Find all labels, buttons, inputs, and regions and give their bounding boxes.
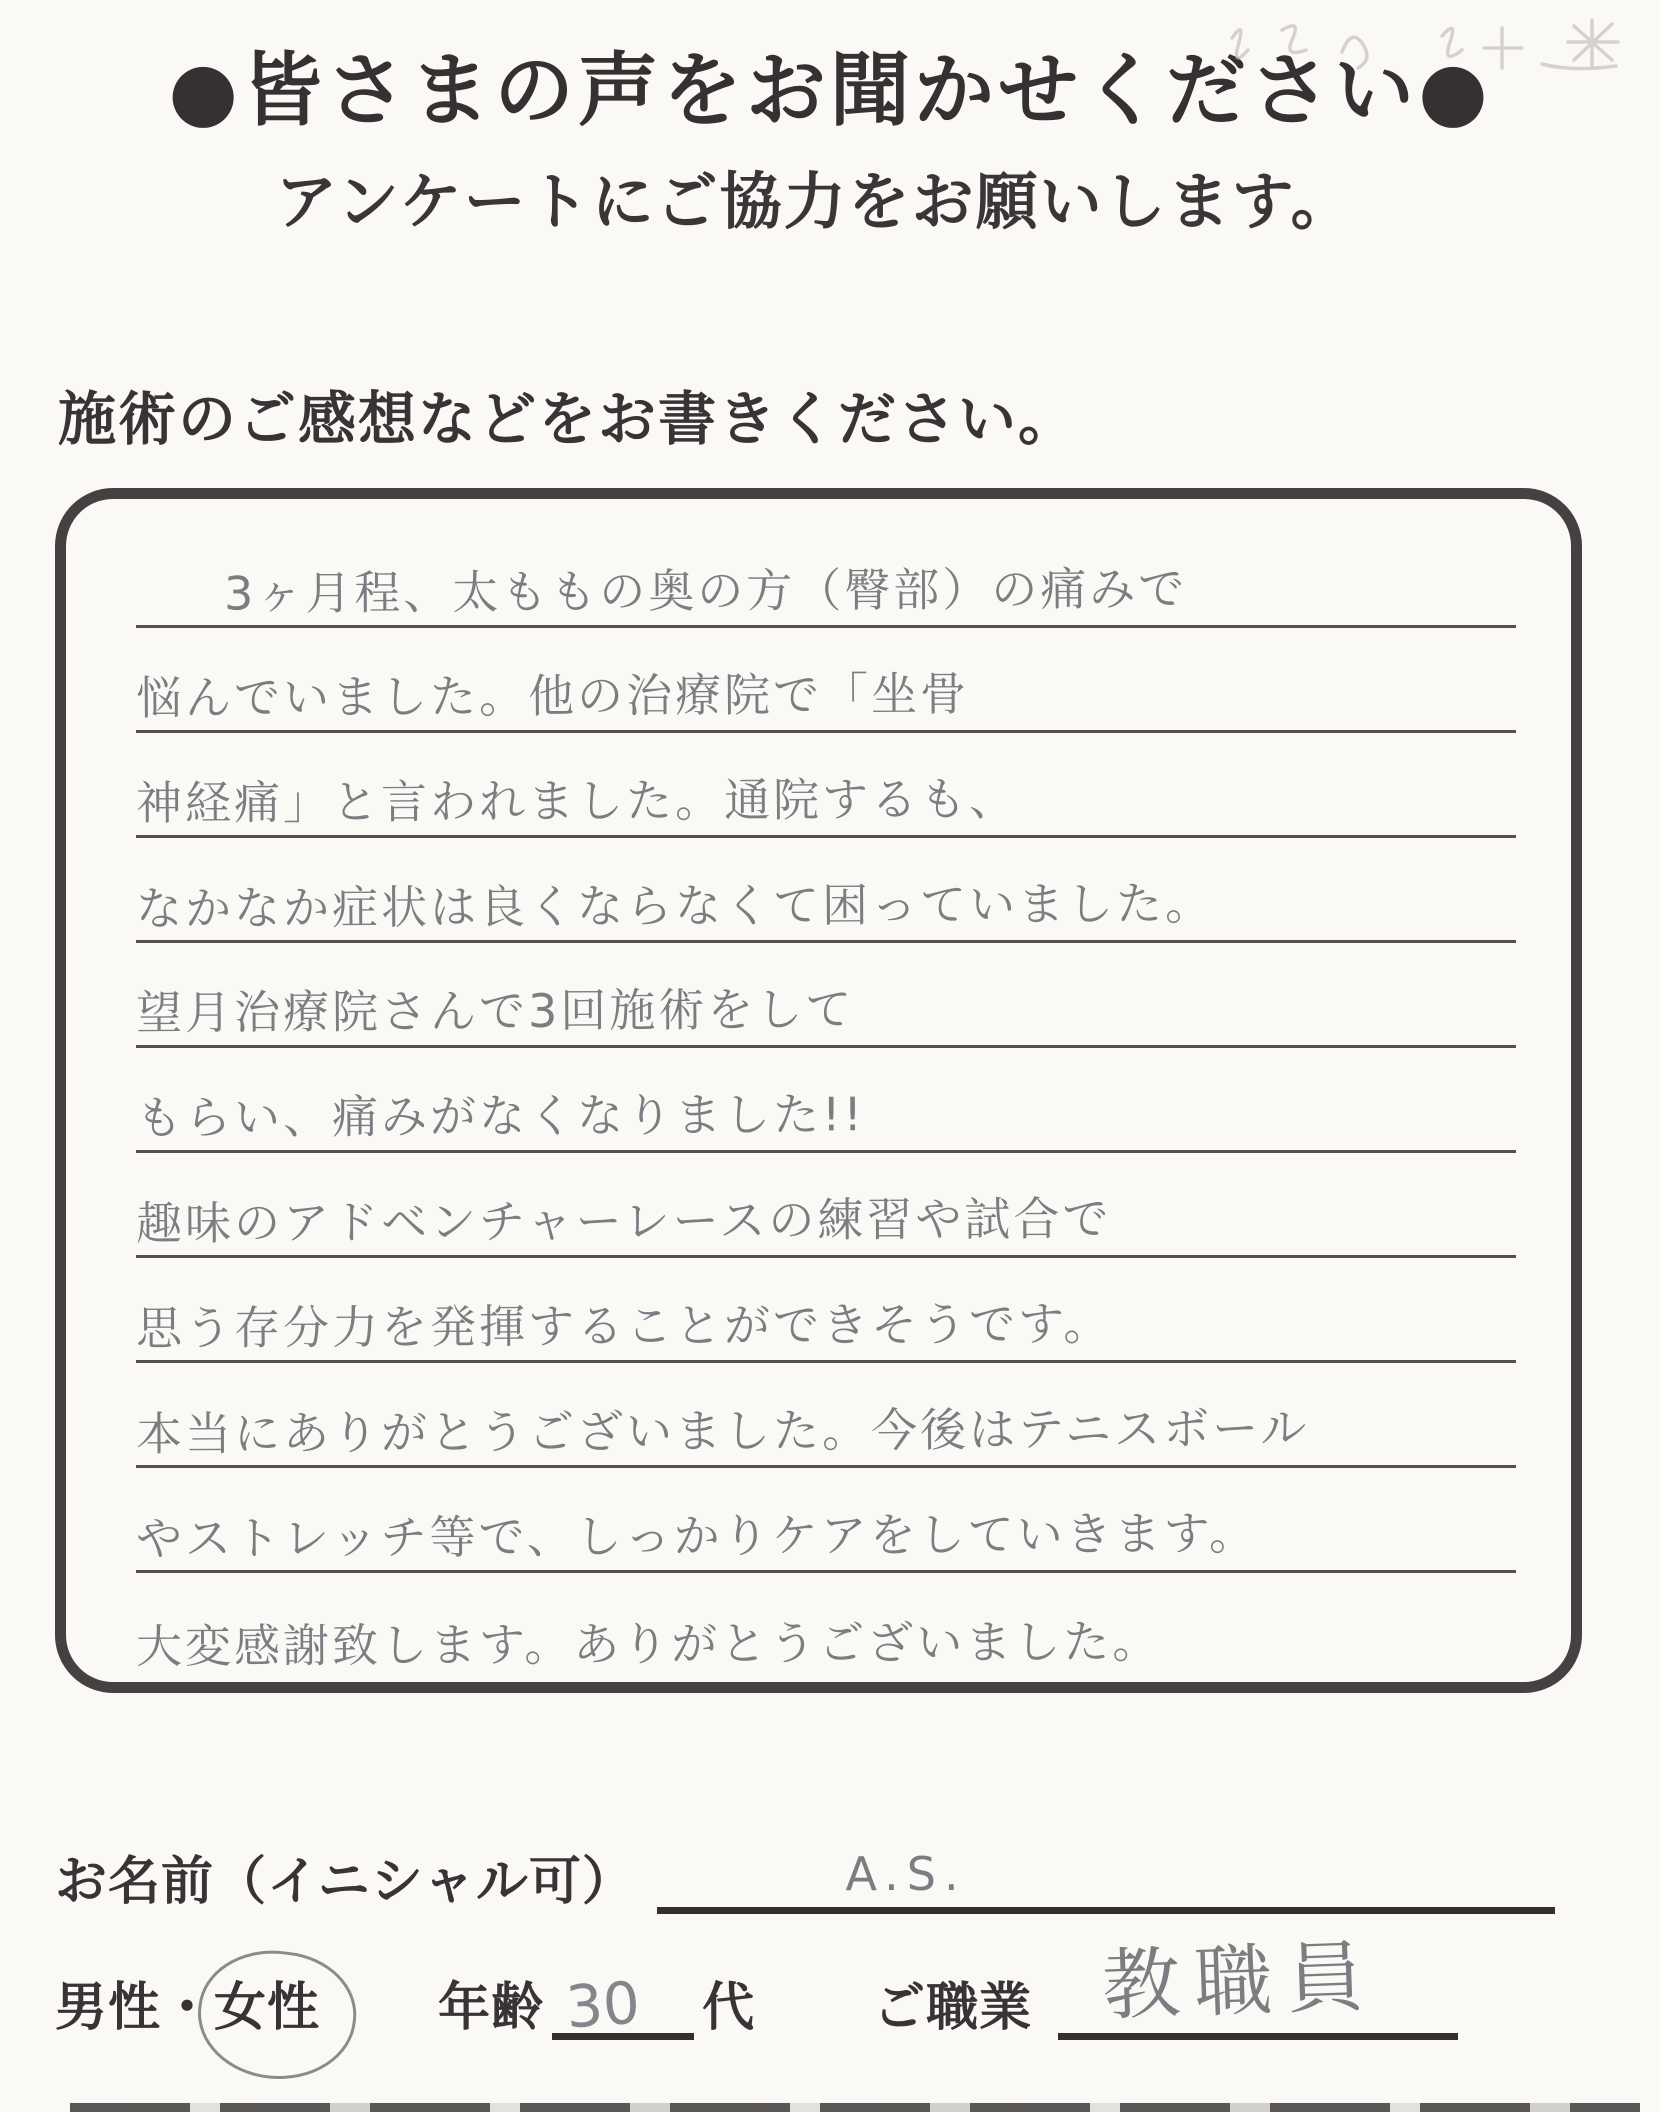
name-field-row [55,1832,1555,1914]
gender-options [55,1965,320,2040]
handwritten-line [136,943,1516,1048]
page-title: ●皆さまの声をお聞かせください● [168,44,1492,137]
handwritten-text: 本当にありがとうございました。今後はテニスボール [135,1400,1310,1462]
handwritten-line [136,1468,1516,1573]
pencil-scribble [1212,0,1652,110]
age-value: 30 [563,1968,643,2042]
feedback-box [55,488,1582,1693]
age-label: 年齢 [438,1978,545,2038]
handwritten-line [136,628,1516,733]
handwritten-text: 趣味のアドベンチャーレースの練習や試合で [135,1191,1112,1251]
scan-artifact-edge [70,2103,1640,2112]
handwritten-text: もらい、痛みがなくなりました!! [135,1087,866,1145]
handwritten-text: 3ヶ月程、太ももの奥の方（臀部）の痛みで [223,561,1188,621]
age-unit-label: 代 [702,1978,756,2038]
handwritten-text: 悩んでいました。他の治療院で「坐骨 [135,666,970,726]
demographics-row [55,1932,1555,2042]
handwritten-line [136,1258,1516,1363]
occupation-field [873,1932,1458,2040]
handwritten-text: 望月治療院さんで3回施術をして [135,982,855,1040]
name-field-line [657,1829,1555,1914]
handwritten-text: 大変感謝致します。ありがとうございました。 [135,1614,1162,1674]
occupation-field-line [1058,1932,1458,2040]
age-field-line [552,1968,694,2042]
handwritten-text: 神経痛」と言われました。通院するも、 [135,771,1019,831]
handwritten-line [136,838,1516,943]
feedback-heading: 施術のご感想などをお書きください。 [58,385,1079,453]
page-subtitle: アンケートにご協力をお願いします。 [275,165,1355,238]
age-field [438,1965,755,2040]
gender-female-selected [214,1965,320,2040]
handwritten-line [136,1573,1516,1678]
handwritten-line [136,1363,1516,1468]
occupation-label: ご職業 [873,1978,1033,2038]
handwritten-text: やストレッチ等で、しっかりケアをしていきます。 [135,1506,1259,1566]
occupation-value: 教職員 [1100,1932,1380,2032]
name-field-value: A.S. [845,1847,967,1901]
handwritten-line [136,523,1516,628]
gender-female-label: 女性 [214,1978,321,2038]
handwritten-text: 思う存分力を発揮することができそうです。 [135,1296,1113,1356]
gender-separator: ・ [161,1978,215,2038]
handwritten-text: なかなか症状は良くならなくて困っていました。 [135,876,1215,936]
name-field-label: お名前（イニシャル可） [55,1852,635,1912]
handwritten-line [136,1048,1516,1153]
handwritten-line [136,1153,1516,1258]
gender-male-label: 男性 [55,1978,162,2038]
handwritten-line [136,733,1516,838]
